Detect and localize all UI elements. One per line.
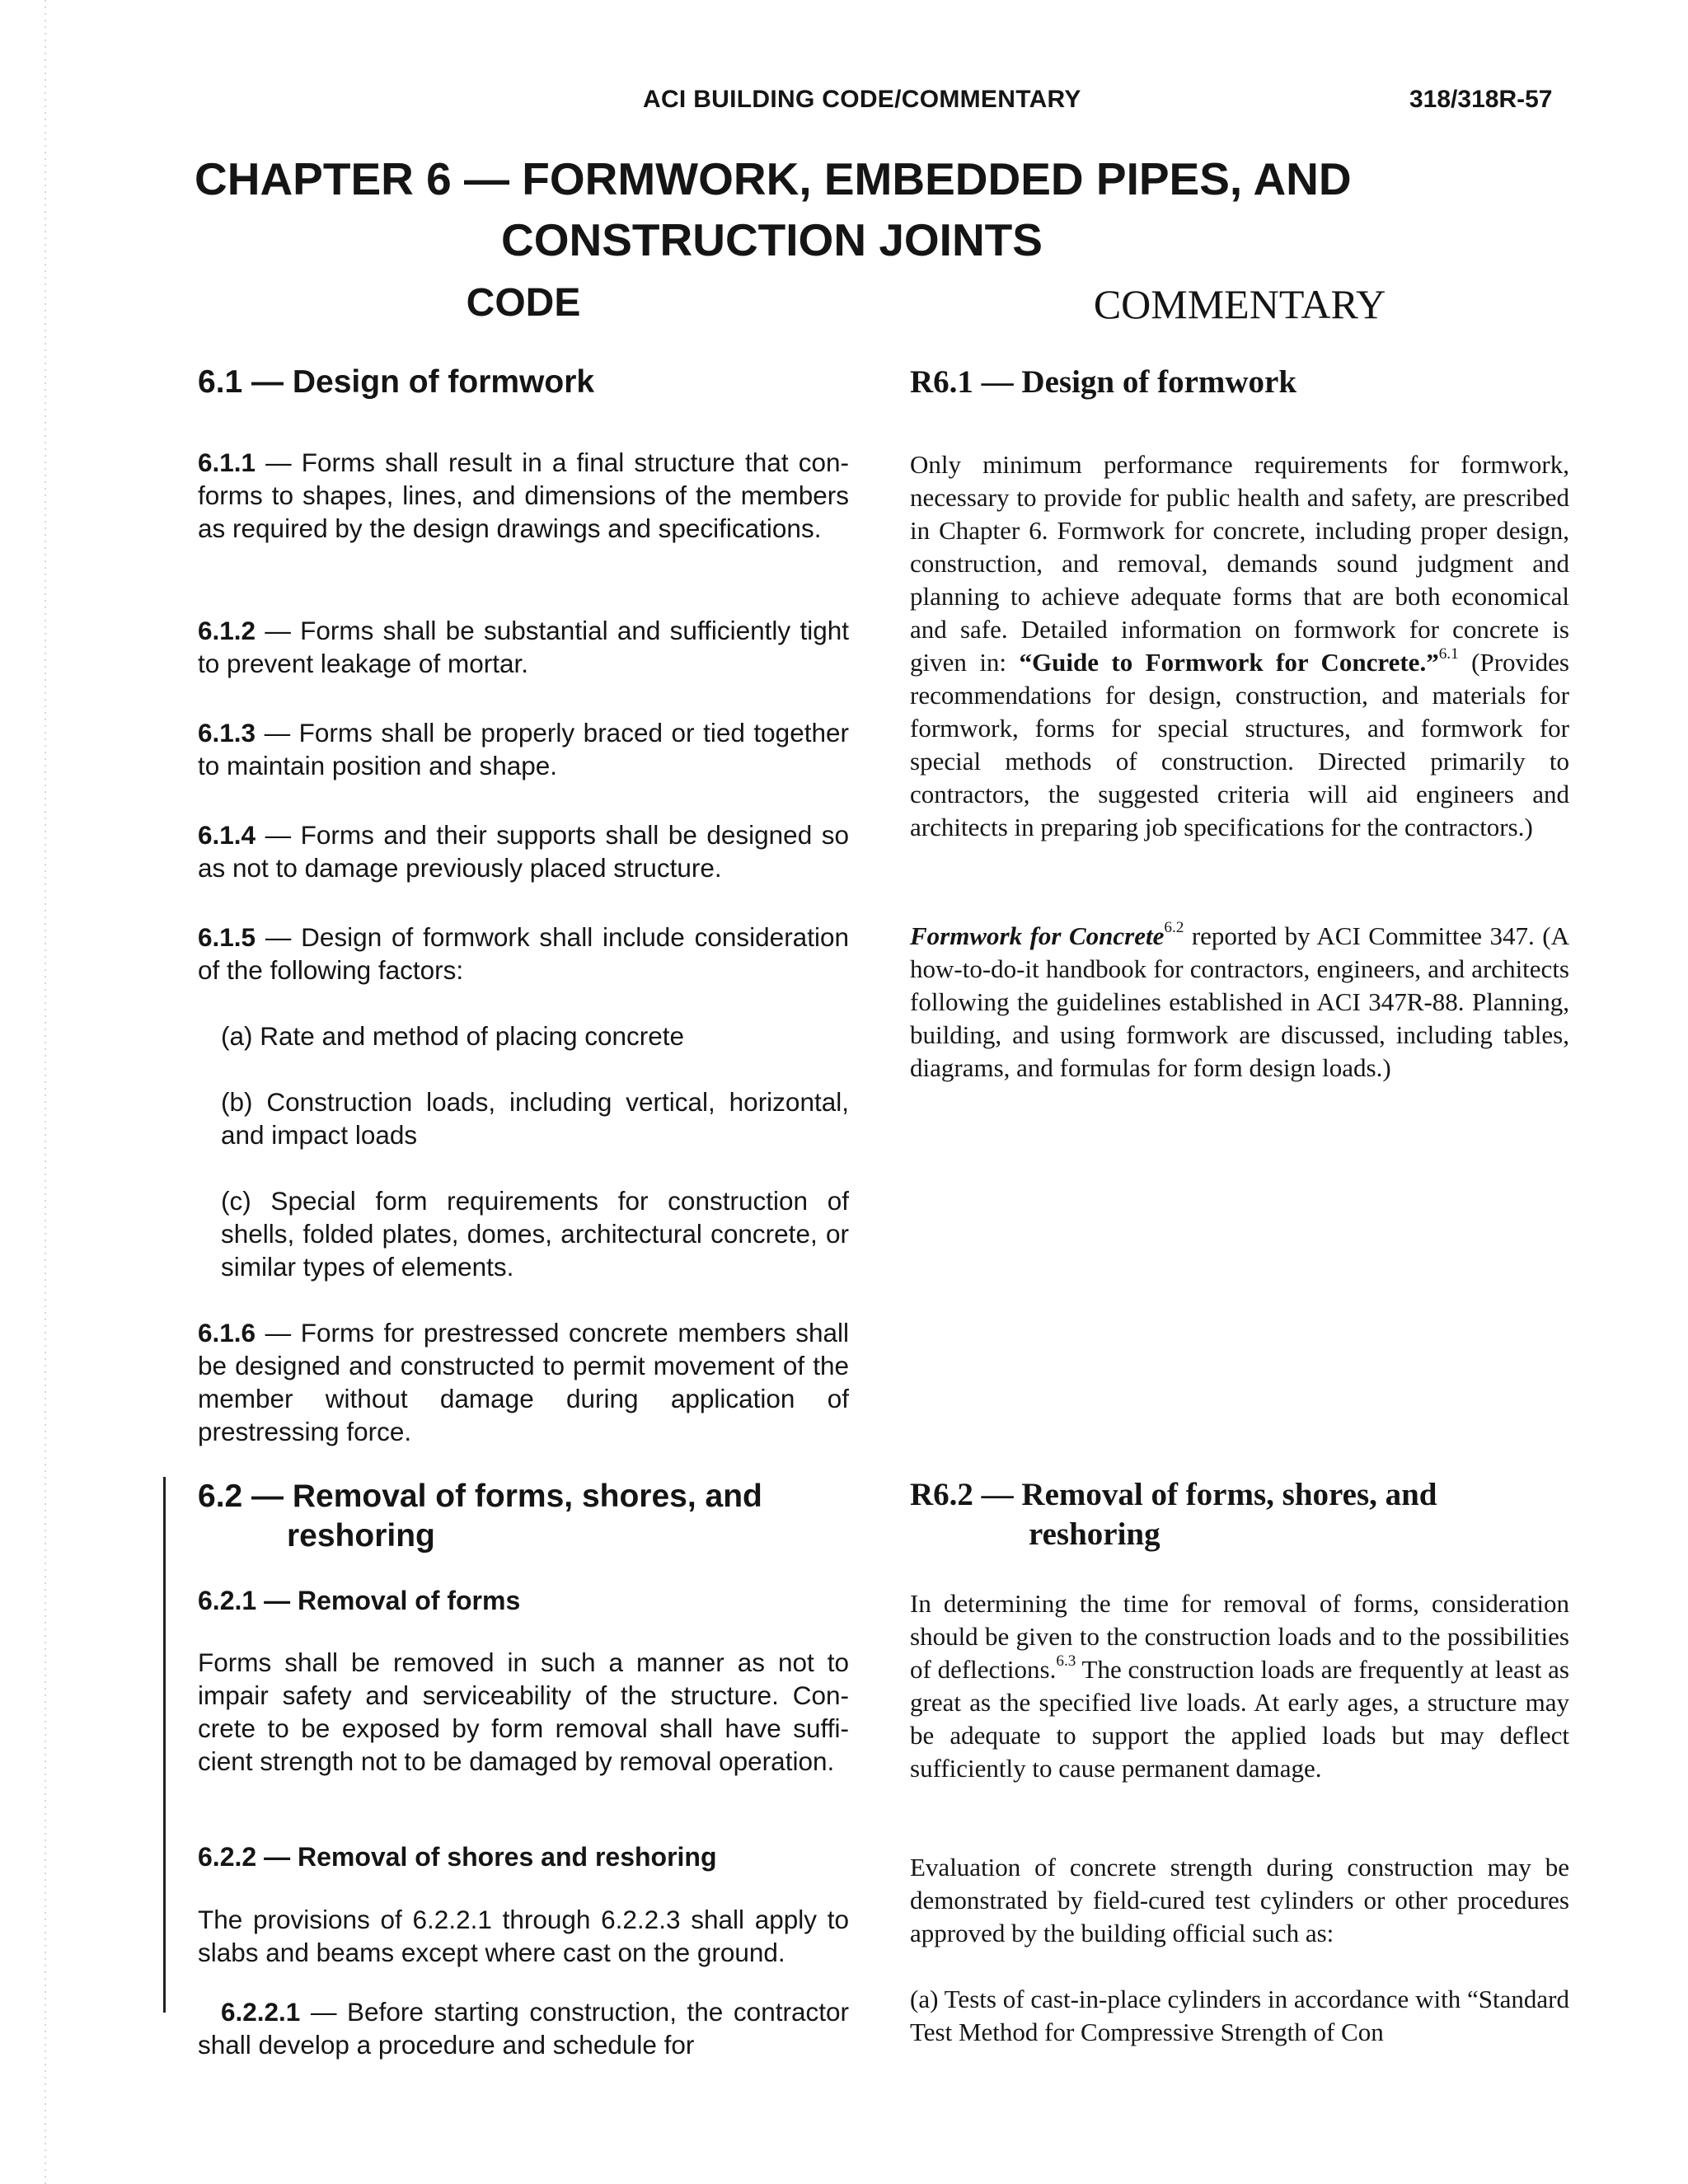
section-6-2-2-heading: 6.2.2 — Removal of shores and reshoring bbox=[198, 1842, 717, 1872]
commentary-r6-1-para1 bbox=[910, 448, 1569, 844]
chapter-title-line1: CHAPTER 6 — FORMWORK, EMBEDDED PIPES, AND bbox=[195, 153, 1352, 204]
scan-border bbox=[45, 0, 46, 2184]
code-6-1-3-number: 6.1.3 bbox=[198, 718, 256, 748]
code-6-1-2-text: — Forms shall be substantial and sufficiently tight to prevent leakage of mortar. bbox=[198, 616, 849, 678]
commentary-r6-2-para1-cont: The construction loads are frequently at least as great as the specified live loads. At early ages, a structure may be adequate to support the applied loads but may deflect sufficiently to cause permanent damage. bbox=[910, 1655, 1569, 1783]
commentary-r6-1-para1-text: Only minimum performance requirements for formwork, necessary to provide for public health and safety, are prescribed in Chapter 6. Formwork for concrete, including proper design, construction, and removal, demands sound judgment and planning to achieve adequate forms that are both economical and safe. Detailed information on formwork for concrete is given in: bbox=[910, 450, 1569, 677]
commentary-r6-2-para1 bbox=[910, 1587, 1569, 1785]
code-6-1-2-number: 6.1.2 bbox=[198, 616, 256, 645]
code-6-1-2 bbox=[198, 614, 849, 680]
section-6-2-heading-line2: reshoring bbox=[287, 1518, 435, 1554]
code-6-1-4-number: 6.1.4 bbox=[198, 820, 256, 850]
code-6-1-3 bbox=[198, 716, 849, 782]
page-number: 318/318R-57 bbox=[1409, 86, 1553, 113]
code-6-1-5-item-c: (c) Special form requirements for construction of shells, folded plates, domes, architectural concrete, or similar types of elements. bbox=[221, 1186, 849, 1282]
section-6-1-heading: 6.1 — Design of formwork bbox=[198, 364, 595, 400]
code-6-1-4 bbox=[198, 818, 849, 884]
section-6-2-heading bbox=[198, 1477, 849, 1556]
code-6-2-2-1-number: 6.2.2.1 bbox=[221, 1997, 301, 2027]
chapter-title-line2: CONSTRUCTION JOINTS bbox=[501, 214, 1043, 265]
section-6-2-heading-line1: 6.2 — Removal of forms, shores, and bbox=[198, 1479, 762, 1514]
reference-6-1: 6.1 bbox=[1438, 644, 1459, 663]
commentary-r6-1-para1-cont: (Provides recommendations for design, construction, and materials for formwork, forms for special structures, and formwork for special methods of construction. Directed primarily to contractors, the suggested criteria will aid engineers and architects in preparing job specifications for the contractors.) bbox=[910, 648, 1569, 841]
chapter-title bbox=[0, 148, 1688, 270]
code-6-1-1-text: — Forms shall result in a final structure that conforms to shapes, lines, and dimensions of the members as required by the design drawings and specifications. bbox=[198, 448, 849, 543]
code-6-2-1-text: Forms shall be removed in such a manner as not to impair safety and serviceability of the structure. Concrete to be exposed by form removal shall have sufficient strength not to be damaged by removal operation. bbox=[198, 1647, 849, 1776]
commentary-r6-2-para2: Evaluation of concrete strength during construction may be demonstrated by field-cured test cylinders or other procedures approved by the building official such as: bbox=[910, 1853, 1569, 1947]
reference-6-3: 6.3 bbox=[1056, 1652, 1076, 1670]
code-6-1-3-text: — Forms shall be properly braced or tied together to maintain position and shape. bbox=[198, 718, 849, 780]
code-6-1-1-number: 6.1.1 bbox=[198, 448, 256, 477]
commentary-r6-2-para1-text: In determining the time for removal of forms, consideration should be given to the construction loads and to the possibilities of deflections. bbox=[910, 1589, 1569, 1684]
commentary-column-heading: COMMENTARY bbox=[1093, 281, 1386, 327]
handbook-title: Formwork for Concrete bbox=[910, 921, 1165, 950]
section-r6-1-heading: R6.1 — Design of formwork bbox=[910, 364, 1297, 400]
commentary-r6-2-item-a: (a) Tests of cast-in-place cylinders in accordance with “Standard Test Method for Compressive Strength of Con bbox=[910, 1985, 1569, 2046]
code-6-1-1 bbox=[198, 446, 849, 545]
running-head: ACI BUILDING CODE/COMMENTARY bbox=[643, 86, 1081, 113]
commentary-r6-1-para2-text: reported by ACI Committee 347. (A how-to-do-it handbook for contractors, engineers, and architects following the guidelines established in ACI 347R-88. Planning, building, and using formwork are discussed, including tables, diagrams, and formulas for form design loads.) bbox=[910, 921, 1569, 1082]
section-r6-2-heading-line1: R6.2 — Removal of forms, shores, and bbox=[910, 1477, 1437, 1512]
code-6-1-5-item-a: (a) Rate and method of placing concrete bbox=[221, 1021, 685, 1051]
code-6-1-5-item-b: (b) Construction loads, including vertical, horizontal, and impact loads bbox=[221, 1087, 849, 1150]
code-6-1-6 bbox=[198, 1316, 849, 1448]
code-6-2-2-text: The provisions of 6.2.2.1 through 6.2.2.3 shall apply to slabs and beams except where cast on the ground. bbox=[198, 1905, 849, 1967]
commentary-r6-1-para2 bbox=[910, 920, 1569, 1085]
code-6-2-2-1 bbox=[198, 1995, 849, 2061]
section-r6-2-heading-line2: reshoring bbox=[1029, 1516, 1160, 1552]
code-6-1-6-text: — Forms for prestressed concrete members shall be designed and constructed to permit movement of the member without damage during application of prestressing force. bbox=[198, 1318, 849, 1446]
code-6-2-2-1-text: — Before starting construction, the contractor shall develop a procedure and schedule for bbox=[198, 1997, 849, 2060]
code-6-1-5 bbox=[198, 921, 849, 987]
code-6-1-6-number: 6.1.6 bbox=[198, 1318, 256, 1347]
code-column-heading: CODE bbox=[466, 281, 581, 325]
code-6-1-5-text: — Design of formwork shall include consideration of the following factors: bbox=[198, 922, 849, 985]
reference-6-2: 6.2 bbox=[1164, 918, 1184, 936]
section-r6-2-heading bbox=[910, 1475, 1569, 1554]
change-bar bbox=[163, 1477, 166, 2013]
section-6-2-1-heading: 6.2.1 — Removal of forms bbox=[198, 1586, 521, 1615]
code-6-1-5-number: 6.1.5 bbox=[198, 922, 256, 952]
code-6-1-4-text: — Forms and their supports shall be designed so as not to damage previously placed structure. bbox=[198, 820, 849, 883]
guide-title: “Guide to Formwork for Concrete.” bbox=[1019, 648, 1439, 677]
